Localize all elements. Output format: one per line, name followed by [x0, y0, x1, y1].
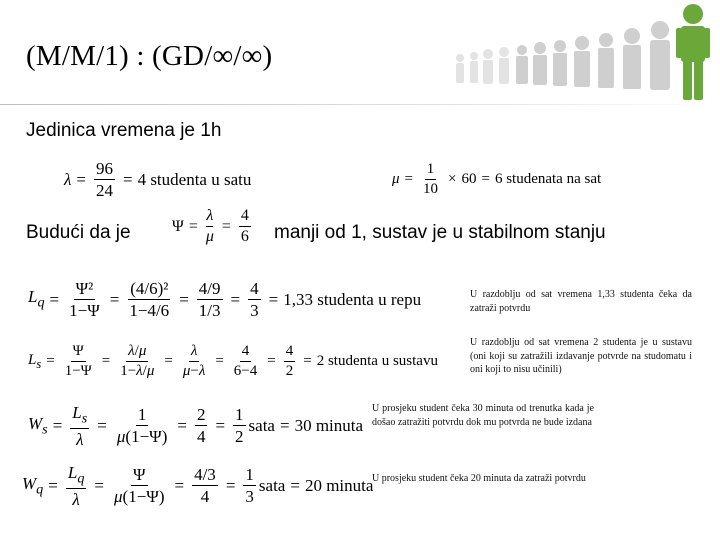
- ls-unit: studenta u sustavu: [327, 353, 438, 369]
- wq-sub: q: [36, 480, 44, 497]
- lambda-numerator: 96: [95, 159, 113, 178]
- ws-sub: s: [42, 420, 48, 437]
- ws-lhs: W: [28, 413, 43, 433]
- wq-result: 20: [304, 475, 322, 495]
- lq-formula: $L_q$ = $\frac{\text{Ψ²}}{1-\Psi}$ = $\frac{\text{(4/6)²}}{1-4/6}$ = $\frac{4/9}{1/3}$ = $\frac{4}{3}$ = 1,33 studenta u repu: [28, 279, 422, 320]
- psi-numerator-value: 4: [239, 208, 251, 227]
- mu-denominator: 10: [423, 181, 438, 197]
- psi-symbol: Ψ: [172, 217, 184, 235]
- wq-unit: minuta: [326, 475, 374, 495]
- people-row-icon: [440, 0, 720, 112]
- stability-prefix: Budući da je: [26, 222, 131, 243]
- psi-denominator: μ: [205, 228, 214, 245]
- lambda-formula: λ = $\frac{96}{24}$ = 4 studenta u satu: [64, 159, 252, 200]
- wq-sat: sata: [258, 475, 286, 495]
- mu-formula: μ = $\frac{1}{10}$ × 60 = 6 studenata na sat: [392, 161, 602, 197]
- ws-formula: $W_s$ = $\frac{L_s}{\lambda}$ = $\frac{1}{\mu(1-\Psi)}$ = $\frac{2}{4}$ = $\frac{1}{2}$ sata = 30 minuta: [28, 403, 364, 449]
- wq-formula: $W_q$ = $\frac{L_q}{\lambda}$ = $\frac{\Psi}{\mu(1-\Psi)}$ = $\frac{4/3}{4}$ = $\frac{1}{3}$ sata = 20 minuta: [22, 463, 374, 509]
- psi-formula: Ψ = $\frac{\lambda}{\mu}$ = $\frac{4}{6}$: [172, 207, 249, 245]
- ls-formula: $L_s$ = $\frac{\Psi}{1-\Psi}$ = $\frac{\lambda/\mu}{1-\lambda/\mu}$ = $\frac{\lambda}{\mu-\lambda}$ = $\frac{4}{6-4}$ = $\frac{4}{2}$ = 2 studenta u sustavu: [28, 343, 438, 379]
- ls-result: 2: [316, 353, 325, 369]
- lambda-denominator: 24: [95, 181, 113, 200]
- lq-note: U razdoblju od sat vremena 1,33 studenta čeka da zatraži potvrdu: [470, 289, 692, 314]
- lq-unit: studenta u repu: [317, 289, 422, 309]
- lq-result: 1,33: [283, 289, 313, 309]
- lq-sub: q: [37, 294, 45, 311]
- ls-lhs: L: [28, 351, 37, 368]
- lambda-unit: studenta u satu: [150, 169, 252, 189]
- ws-sat: sata: [248, 415, 275, 435]
- lambda-symbol: λ: [64, 169, 72, 189]
- psi-numerator: λ: [206, 208, 213, 227]
- mu-numerator: 1: [425, 162, 437, 180]
- ws-note: U prosjeku student čeka 30 minuta od trenutka kada je došao zatražiti potvrdu dok mu potvrda ne bude izdana: [372, 403, 594, 428]
- time-unit-text: Jedinica vremena je 1h: [26, 120, 222, 141]
- mu-unit: studenata na sat: [506, 171, 602, 187]
- lambda-result: 4: [137, 169, 147, 189]
- slide-title: (M/M/1) : (GD/∞/∞): [26, 40, 273, 72]
- mu-symbol: μ: [392, 171, 400, 187]
- ws-unit: minuta: [315, 415, 364, 435]
- stability-suffix: manji od 1, sustav je u stabilnom stanju: [274, 222, 606, 243]
- wq-lhs: W: [22, 473, 37, 493]
- mu-result: 6: [494, 171, 503, 187]
- title-divider: [0, 104, 720, 105]
- wq-note: U prosjeku student čeka 20 minuta da zatraži potvrdu: [372, 473, 586, 484]
- ls-sub: s: [36, 356, 42, 371]
- ws-result: 30: [294, 415, 312, 435]
- psi-denominator-value: 6: [240, 228, 249, 245]
- mu-multiplier: 60: [461, 171, 477, 187]
- lq-lhs: L: [28, 287, 38, 307]
- ls-note: U razdoblju od sat vremena 2 studenta je u sustavu (oni koji su zatražili izdavanje potvrde na studomatu i oni koji to nisu učinili): [470, 337, 692, 375]
